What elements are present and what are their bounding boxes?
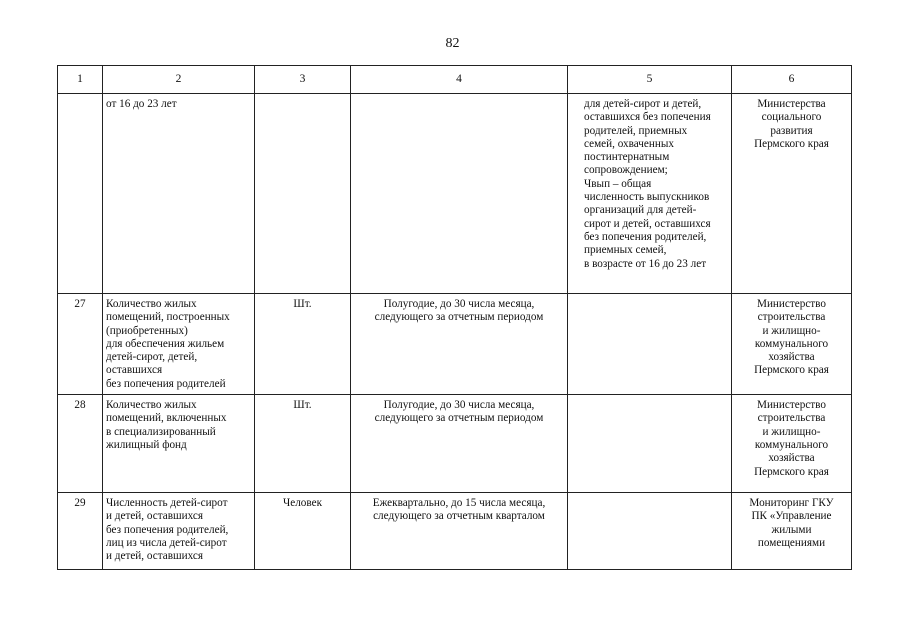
row-number-cell: 29 (74, 497, 86, 510)
responsible-cell: Министерство строительства и жилищно- коммунального хозяйства Пермского края (754, 298, 829, 377)
header-cell: 1 (58, 66, 103, 94)
method-cell (568, 493, 731, 500)
period-cell (351, 94, 567, 101)
responsible-cell: Мониторинг ГКУ ПК «Управление жилыми помещениями (749, 497, 834, 549)
row-number-cell: 27 (74, 298, 86, 310)
period-cell: Полугодие, до 30 числа месяца, следующего за отчетным периодом (374, 298, 544, 324)
header-cell: 6 (732, 66, 852, 94)
header-cell: 4 (351, 66, 568, 94)
responsible-cell: Министерство строительства и жилищно- коммунального хозяйства Пермского края (754, 399, 829, 478)
page-number: 82 (445, 36, 460, 51)
period-cell: Полугодие, до 30 числа месяца, следующего за отчетным периодом (374, 399, 544, 425)
period-cell: Ежеквартально, до 15 числа месяца, следующего за отчетным кварталом (372, 497, 546, 523)
unit-cell: Человек (282, 497, 323, 510)
indicator-cell: от 16 до 23 лет (106, 98, 177, 110)
table-row (58, 395, 852, 493)
table-row (58, 94, 852, 294)
responsible-cell: Министерства социального развития Пермского края (754, 98, 829, 150)
row-number-cell: 28 (74, 399, 86, 412)
header-cell: 3 (255, 66, 351, 94)
table-row (58, 294, 852, 395)
method-cell (568, 395, 731, 402)
method-cell (568, 294, 731, 301)
indicator-cell: Численность детей-сирот и детей, оставшихся без попечения родителей, лиц из числа детей-сирот и детей, оставшихся (106, 497, 229, 563)
indicator-cell: Количество жилых помещений, построенных (приобретенных) для обеспечения жильем детей-сирот, детей, оставшихся без попечения родителей (106, 298, 230, 390)
row-number-cell (58, 94, 102, 101)
header-cell: 2 (103, 66, 255, 94)
table-header-row (58, 66, 852, 94)
indicators-table (57, 65, 852, 570)
table-row (58, 493, 852, 570)
indicator-cell: Количество жилых помещений, включенных в специализированный жилищный фонд (106, 399, 227, 451)
unit-cell: Шт. (293, 298, 312, 310)
unit-cell (255, 94, 350, 101)
method-cell: для детей-сирот и детей, оставшихся без попечения родителей, приемных семей, охваченных постинтернатным сопровождением; Чвып – общая численность выпускников организаций для детей- сирот и детей, оставшихся без попечения родителей, приемных семей, в возрасте от 16 до 23 лет (584, 98, 711, 270)
header-cell: 5 (568, 66, 732, 94)
unit-cell: Шт. (293, 399, 312, 412)
